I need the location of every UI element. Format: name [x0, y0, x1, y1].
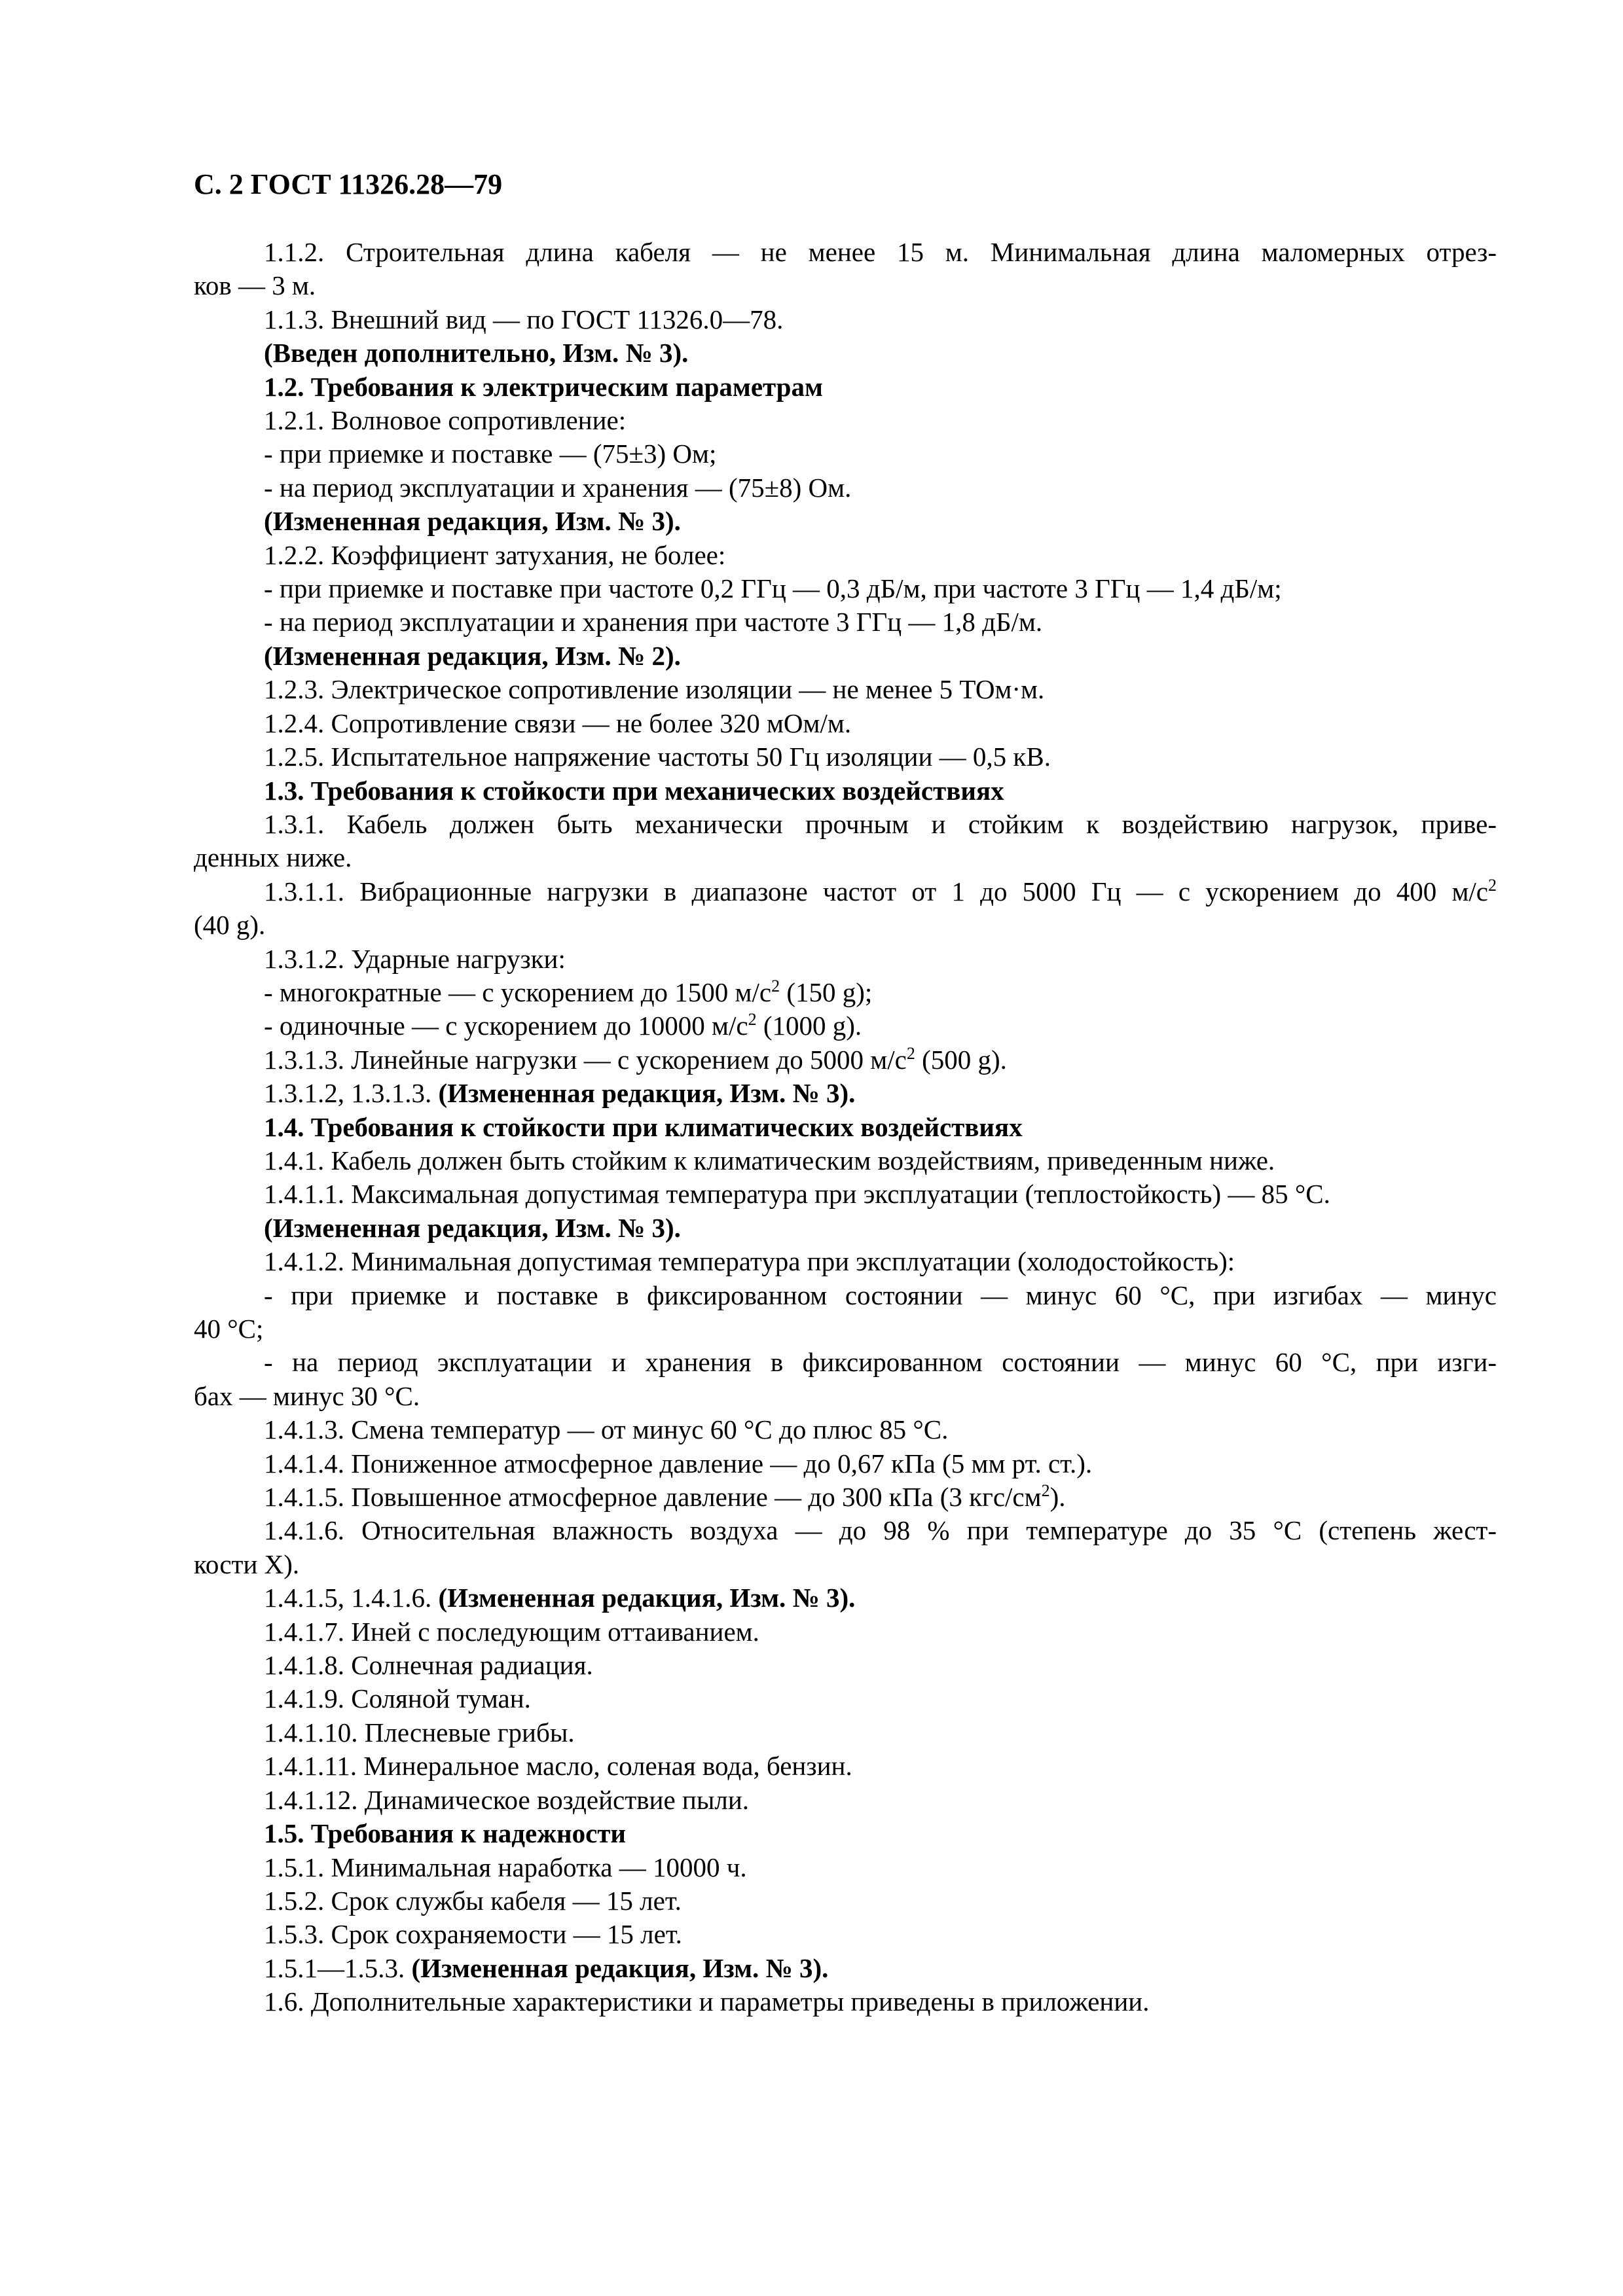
clause-text: - одиночные — с ускорением до 10000 м/с [264, 1011, 748, 1041]
clause-1-4-1-4: 1.4.1.4. Пониженное атмосферное давление — до 0,67 кПа (5 мм рт. ст.). [264, 1448, 1093, 1479]
list-item: - на период эксплуатации и хранения при частоте 3 ГГц — 1,8 дБ/м. [264, 607, 1043, 637]
clause-ref: 1.4.1.5, 1.4.1.6. [264, 1583, 439, 1613]
list-item: - на период эксплуатации и хранения в фиксированном состоянии — минус 60 °С, при изги- [264, 1347, 1497, 1378]
amendment-note [194, 1077, 1497, 1110]
page-header: С. 2 ГОСТ 11326.28—79 [194, 168, 503, 200]
list-item [194, 1009, 1497, 1043]
amendment-note [194, 1952, 1497, 1985]
clause-1-6: 1.6. Дополнительные характеристики и параметры приведены в приложении. [264, 1986, 1150, 2017]
clause-1-4-1-5 [194, 1480, 1497, 1514]
superscript: 2 [906, 1043, 915, 1063]
amendment-note: (Введен дополнительно, Изм. № 3). [264, 338, 689, 368]
amendment-note: (Измененная редакция, Изм. № 3). [264, 1212, 681, 1243]
clause-1-4-1-7: 1.4.1.7. Иней с последующим оттаиванием. [264, 1616, 759, 1647]
amendment-label: (Измененная редакция, Изм. № 3). [411, 1952, 829, 1983]
list-item: - при приемке и поставке при частоте 0,2 ГГц — 0,3 дБ/м, при частоте 3 ГГц — 1,4 дБ/м; [264, 573, 1282, 604]
list-item-cont: 40 °С; [194, 1314, 264, 1344]
superscript: 2 [748, 1010, 757, 1030]
clause-1-4-1-11: 1.4.1.11. Минеральное масло, соленая вода, бензин. [264, 1751, 852, 1782]
clause-1-2-2: 1.2.2. Коэффициент затухания, не более: [264, 539, 726, 570]
superscript: 2 [1488, 875, 1497, 895]
clause-1-4-1-9: 1.4.1.9. Соляной туман. [264, 1683, 531, 1714]
clause-text: (500 g). [915, 1044, 1007, 1075]
list-item: - при приемке и поставке — (75±3) Ом; [264, 439, 717, 469]
clause-1-1-2-cont: ков — 3 м. [194, 270, 316, 301]
clause-text: ). [1049, 1482, 1066, 1513]
amendment-label: (Измененная редакция, Изм. № 3). [438, 1078, 856, 1109]
clause-1-3-1-1-cont: (40 g). [194, 910, 266, 941]
amendment-note [194, 1581, 1497, 1615]
clause-1-4-1-12: 1.4.1.12. Динамическое воздействие пыли. [264, 1784, 750, 1815]
list-item-cont: бах — минус 30 °С. [194, 1380, 420, 1411]
amendment-label: (Измененная редакция, Изм. № 3). [438, 1583, 856, 1613]
clause-1-4-1-6-cont: кости X). [194, 1549, 300, 1579]
clause-1-3-1-1 [194, 875, 1497, 908]
clause-text: 1.3.1.3. Линейные нагрузки — с ускорением до 5000 м/с [264, 1044, 907, 1075]
clause-1-3-1: 1.3.1. Кабель должен быть механически прочным и стойким к воздействию нагрузок, приве- [264, 808, 1497, 839]
clause-1-5-1: 1.5.1. Минимальная наработка — 10000 ч. [264, 1852, 747, 1882]
clause-1-4-1-1: 1.4.1.1. Максимальная допустимая температура при эксплуатации (теплостойкость) — 85 °С. [264, 1179, 1330, 1210]
clause-1-4-1: 1.4.1. Кабель должен быть стойким к климатическим воздействиям, приведенным ниже. [264, 1145, 1275, 1175]
clause-1-5-2: 1.5.2. Срок службы кабеля — 15 лет. [264, 1885, 682, 1916]
clause-1-2-1: 1.2.1. Волновое сопротивление: [264, 405, 627, 436]
section-heading-1-3: 1.3. Требования к стойкости при механических воздействиях [264, 775, 1004, 806]
clause-1-5-3: 1.5.3. Срок сохраняемости — 15 лет. [264, 1919, 682, 1950]
section-heading-1-2: 1.2. Требования к электрическим параметрам [264, 371, 823, 402]
clause-1-4-1-3: 1.4.1.3. Смена температур — от минус 60 °С до плюс 85 °С. [264, 1414, 949, 1445]
list-item: - на период эксплуатации и хранения — (75±8) Ом. [264, 472, 852, 503]
list-item [194, 976, 1497, 1009]
clause-text: (150 g); [780, 977, 873, 1007]
clause-1-2-4: 1.2.4. Сопротивление связи — не более 320 мОм/м. [264, 708, 852, 738]
clause-1-4-1-6: 1.4.1.6. Относительная влажность воздуха — до 98 % при температуре до 35 °С (степень жест- [264, 1515, 1497, 1546]
clause-1-2-5: 1.2.5. Испытательное напряжение частоты 50 Гц изоляции — 0,5 кВ. [264, 742, 1051, 772]
superscript: 2 [1041, 1481, 1050, 1501]
list-item: - при приемке и поставке в фиксированном состоянии — минус 60 °С, при изгибах — минус [264, 1280, 1497, 1310]
document-body [194, 236, 1497, 2019]
clause-text: 1.4.1.5. Повышенное атмосферное давление — до 300 кПа (3 кгс/см [264, 1482, 1042, 1513]
clause-1-4-1-10: 1.4.1.10. Плесневые грибы. [264, 1717, 575, 1748]
clause-1-4-1-8: 1.4.1.8. Солнечная радиация. [264, 1650, 593, 1681]
clause-1-3-1-cont: денных ниже. [194, 842, 352, 873]
clause-text: (1000 g). [756, 1011, 862, 1041]
section-heading-1-5: 1.5. Требования к надежности [264, 1818, 627, 1849]
amendment-note: (Измененная редакция, Изм. № 2). [264, 640, 681, 671]
amendment-note: (Измененная редакция, Изм. № 3). [264, 506, 681, 537]
clause-1-1-3: 1.1.3. Внешний вид — по ГОСТ 11326.0—78. [264, 304, 784, 334]
clause-text: - многократные — с ускорением до 1500 м/с [264, 977, 772, 1007]
clause-1-2-3: 1.2.3. Электрическое сопротивление изоляции — не менее 5 ТОм·м. [264, 674, 1045, 705]
clause-text: 1.3.1.1. Вибрационные нагрузки в диапазоне частот от 1 до 5000 Гц — с ускорением до 400 м/с [264, 876, 1488, 906]
clause-ref: 1.5.1—1.5.3. [264, 1952, 412, 1983]
clause-1-4-1-2: 1.4.1.2. Минимальная допустимая температура при эксплуатации (холодостойкость): [264, 1246, 1235, 1277]
superscript: 2 [771, 976, 780, 996]
clause-1-3-1-2: 1.3.1.2. Ударные нагрузки: [264, 943, 566, 974]
clause-ref: 1.3.1.2, 1.3.1.3. [264, 1078, 439, 1109]
clause-1-3-1-3 [194, 1043, 1497, 1077]
section-heading-1-4: 1.4. Требования к стойкости при климатических воздействиях [264, 1111, 1023, 1142]
clause-1-1-2: 1.1.2. Строительная длина кабеля — не менее 15 м. Минимальная длина маломерных отрез- [264, 237, 1497, 267]
